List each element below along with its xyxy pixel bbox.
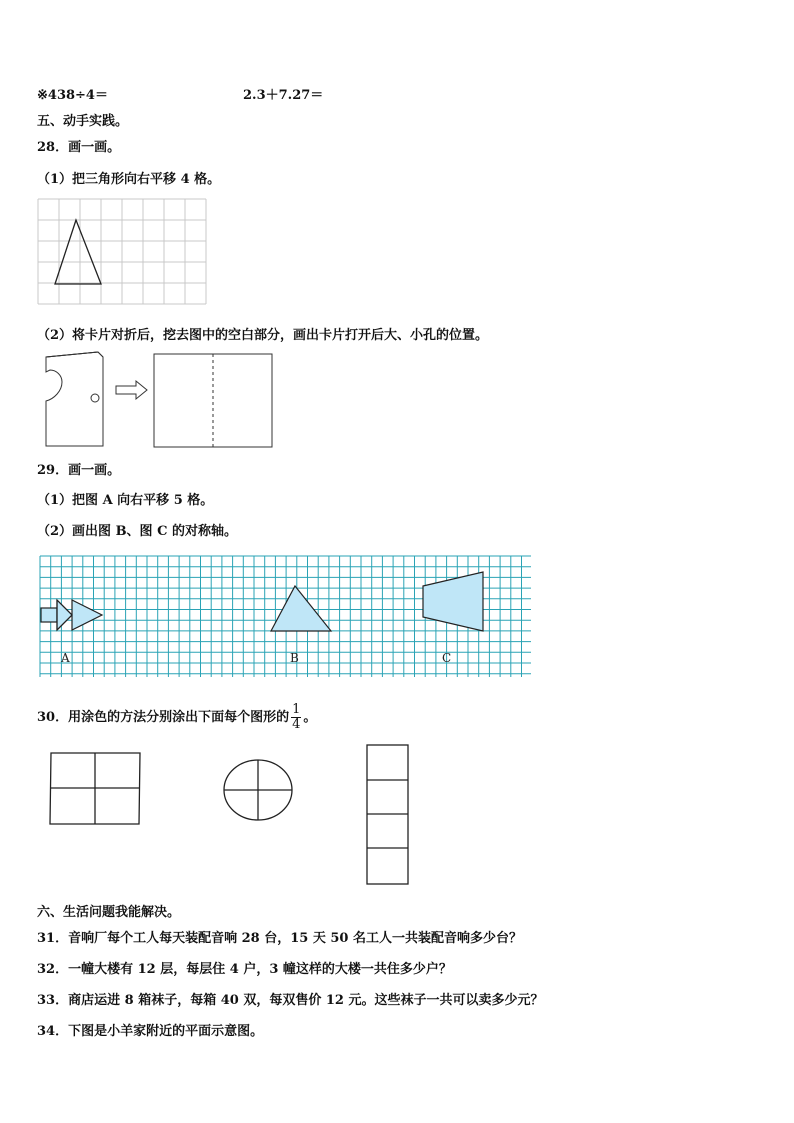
fraction-denominator: 4: [292, 717, 301, 732]
right-arrow-icon: [116, 381, 147, 399]
section-5-title: 五、动手实践。: [37, 114, 129, 129]
circle-quarters: [224, 760, 292, 820]
q28-part1: （1）把三角形向右平移 4 格。: [37, 172, 221, 187]
section-6-title: 六、生活问题我能解决。: [37, 905, 181, 920]
q30-prefix: 30．用涂色的方法分别涂出下面每个图形的: [37, 710, 290, 725]
label-b: B: [290, 651, 299, 665]
calc-item-2: 2.3＋7.27＝: [243, 88, 324, 103]
column-quarters: [367, 745, 408, 884]
label-a: A: [61, 651, 70, 665]
q33-text: 33．商店运进 8 箱袜子，每箱 40 双，每双售价 12 元。这些袜子一共可以卖多少元？: [37, 993, 544, 1008]
q30-text: [37, 703, 316, 732]
small-hole: [91, 394, 99, 402]
q29-part2: （2）画出图 B、图 C 的对称轴。: [37, 524, 237, 539]
triangle-shape: [55, 220, 101, 284]
q28-part2: （2）将卡片对折后，挖去图中的空白部分，画出卡片打开后大、小孔的位置。: [37, 328, 489, 343]
q29-grid: [40, 556, 531, 677]
q29-title: 29．画一画。: [37, 463, 121, 478]
q31-text: 31．音响厂每个工人每天装配音响 28 台，15 天 50 名工人一共装配音响多少台？: [37, 931, 522, 946]
calc-item-1: ※438÷4＝: [37, 88, 108, 103]
q34-text: 34．下图是小羊家附近的平面示意图。: [37, 1024, 264, 1039]
q32-text: 32．一幢大楼有 12 层，每层住 4 户，3 幢这样的大楼一共住多少户？: [37, 962, 452, 977]
q28-grid-triangle: [38, 199, 208, 305]
folded-card-figure: [40, 349, 280, 451]
q28-title: 28．画一画。: [37, 140, 121, 155]
rect-quarters: [50, 753, 140, 824]
label-c: C: [442, 651, 452, 665]
q30-suffix: 。: [303, 710, 317, 725]
q29-part1: （1）把图 A 向右平移 5 格。: [37, 493, 214, 508]
q30-shapes: [45, 740, 415, 890]
calc-row: [37, 84, 108, 103]
fraction-numerator: 1: [292, 702, 301, 717]
calc-item-2-wrap: [243, 84, 323, 103]
fraction-one-quarter: [291, 703, 301, 732]
